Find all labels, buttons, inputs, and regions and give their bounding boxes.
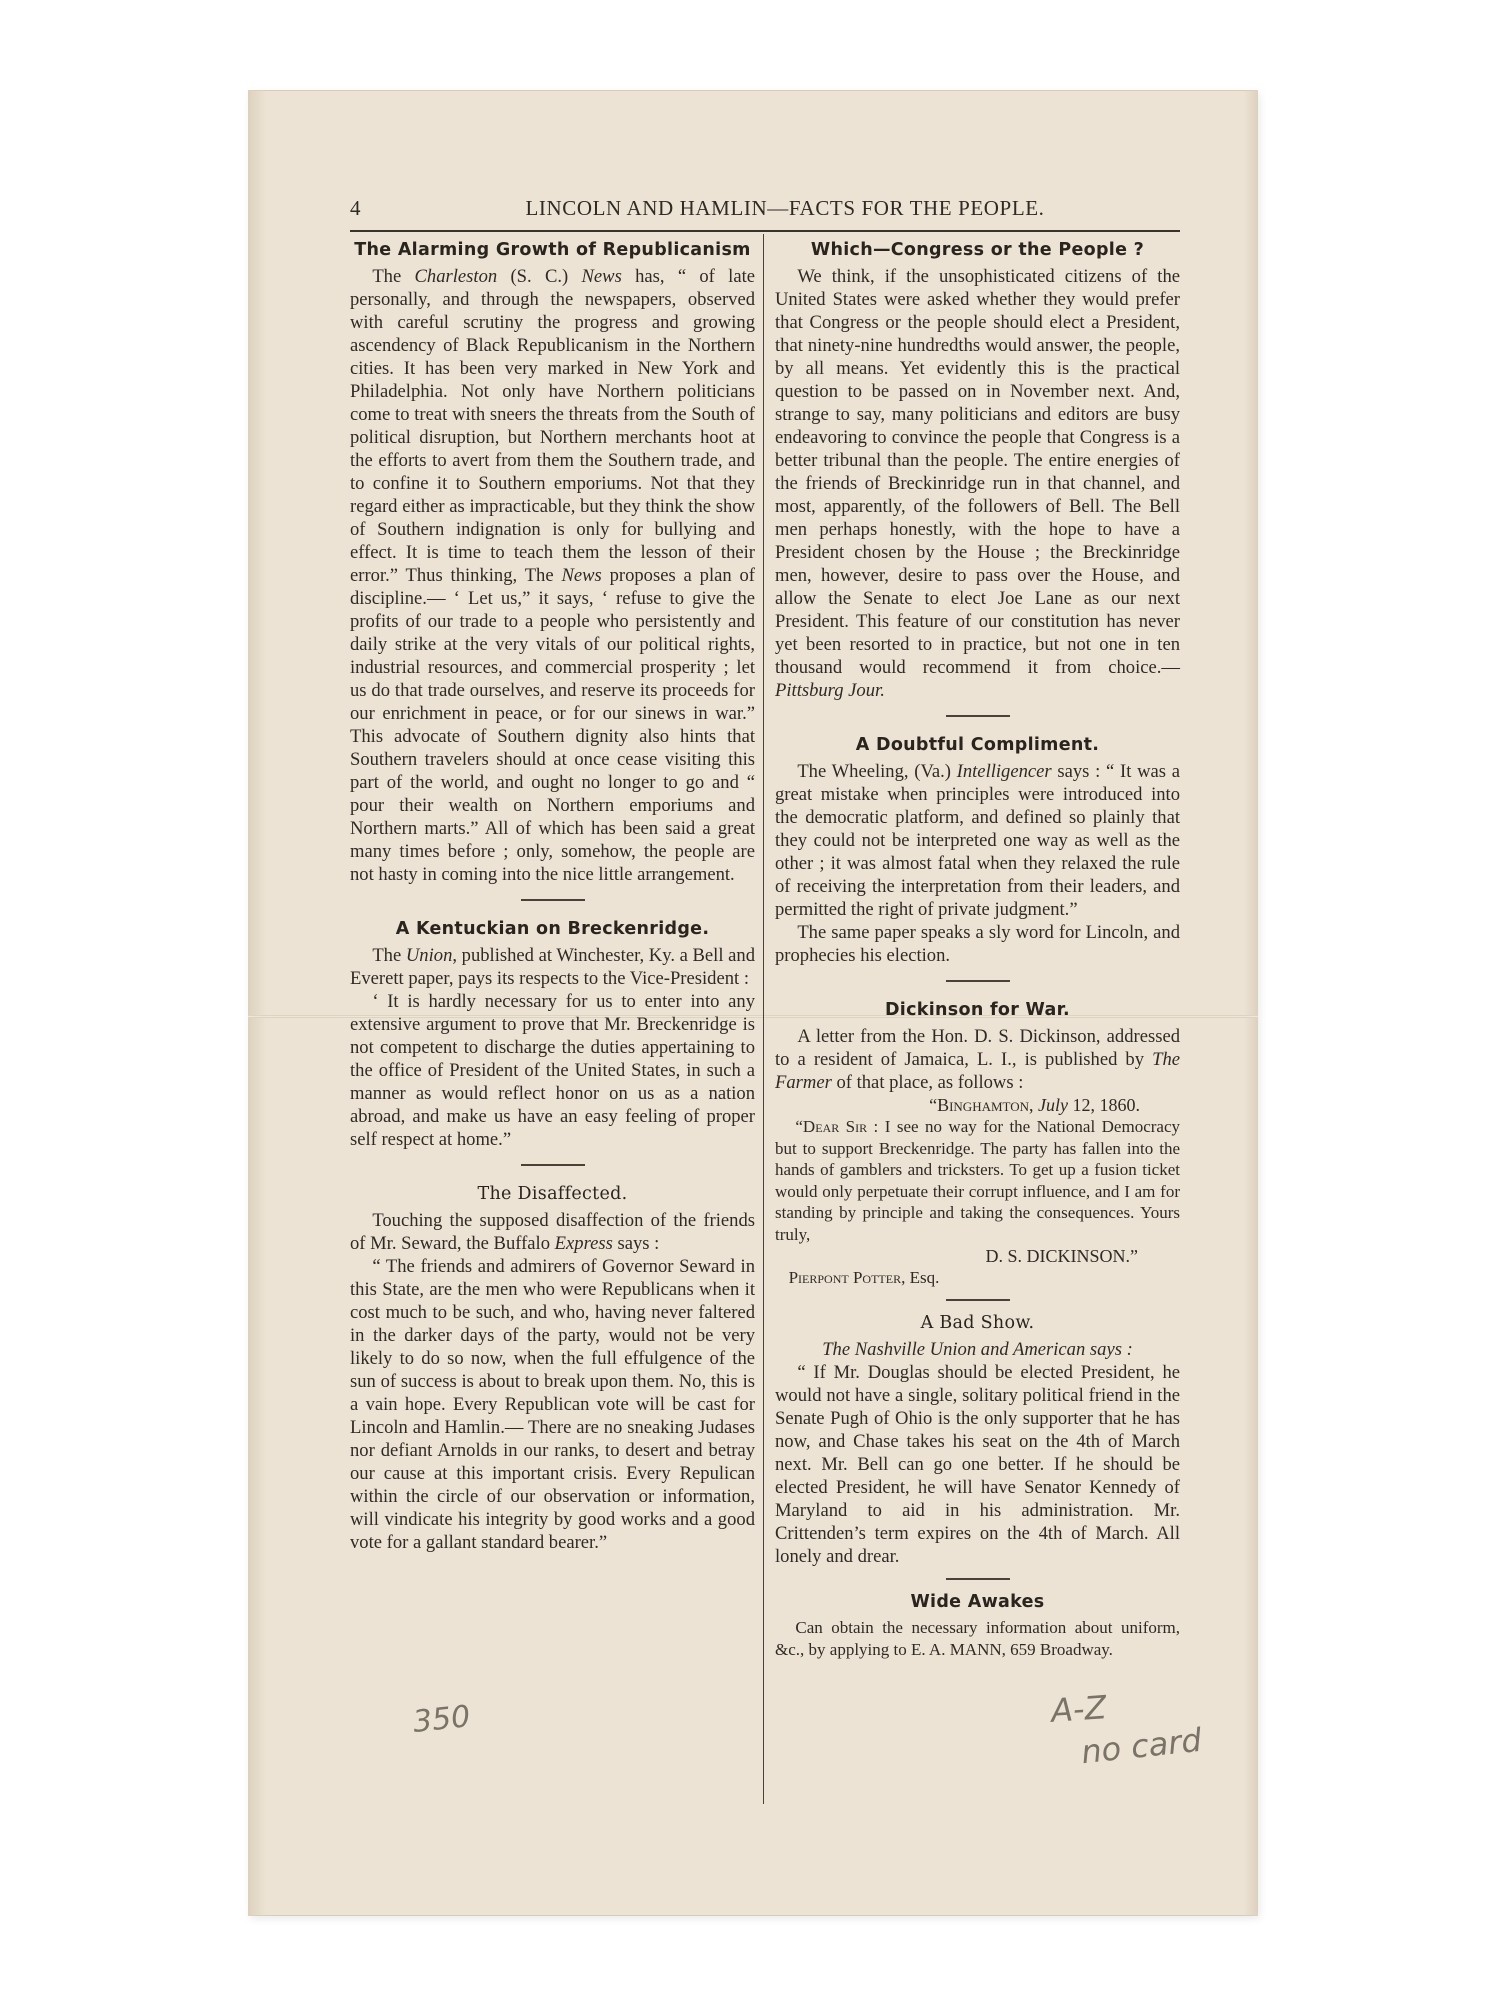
letter-addressee: Pierpont Potter, Esq. <box>788 1268 940 1287</box>
right-column <box>775 240 1180 1660</box>
article-title: Wide Awakes <box>910 1592 1045 1612</box>
page-header <box>350 190 1180 224</box>
article-separator <box>946 715 1010 717</box>
left-column <box>350 240 755 1554</box>
newspaper-page <box>248 90 1258 1916</box>
article-title: The Alarming Growth of Republicanism <box>354 240 751 260</box>
article-title: The Disaffected. <box>477 1184 628 1204</box>
article-quote: “ The friends and admirers of Governor Seward in this State, are the men who were Republicans when it cost much to be such, and who, having never faltered in the darker days of the party, would not be very likely to do so now, when the full effulgence of the sun of success is about to break upon them. No, this is a vain hope. Every Republican vote will be cast for Lincoln and Hamlin.— There are no sneaking Judases nor defiant Arnolds in our ranks, to desert and betray our cause at this important crisis. Every Repulican within the circle of our observation or information, will vindicate his integrity by good works and a good vote for a gallant standard bearer.” <box>350 1256 755 1553</box>
article-quote: “ If Mr. Douglas should be elected President, he would not have a single, solitary political friend in the Senate Pugh of Ohio is the only supporter that he has now, and Chase takes his seat on the 4th of March next. Mr. Bell can go one better. If he should be elected President, he will have Senator Kennedy of Maryland to aid in his administration. Mr. Crittenden’s term expires on the 4th of March. All lonely and drear. <box>775 1362 1180 1567</box>
article-paragraph: Touching the supposed disaffection of the friends of Mr. Seward, the Buffalo Express says : <box>350 1210 755 1254</box>
article-title: Which—Congress or the People ? <box>810 240 1145 260</box>
article-dickinson <box>775 1000 1180 1289</box>
handwritten-note: no card <box>1079 1720 1204 1772</box>
article-separator <box>946 980 1010 982</box>
article-alarming-growth <box>350 240 755 886</box>
paper-edge-shadow-right <box>1244 90 1258 1916</box>
article-quote: ‘ It is hardly necessary for us to enter into any extensive argument to prove that Mr. Breckenridge is not competent to discharge the duties appertaining to the office of President of the United States, in such a manner as would reflect honor on us as a nation abroad, and make us have an easy feeling of proper self respect at home.” <box>350 991 755 1150</box>
letter-body: “Dear Sir : I see no way for the National Democracy but to support Breckenridge. The party has fallen into the hands of gamblers and tricksters. To get up a fusion ticket would only perpetuate their corrupt influence, and I am for standing by principle and taking the consequences. Yours truly, <box>775 1117 1180 1244</box>
article-paragraph: The Charleston (S. C.) News has, “ of late personally, and through the newspapers, observed with careful scrutiny the progress and growing ascendency of Black Republicanism in the Northern cities. It has been very marked in New York and Philadelphia. Not only have Northern politicians come to treat with sneers the threats from the South of political disruption, but Northern merchants hoot at the efforts to avert from them the Southern trade, and to confine it to Southern emporiums. Not that they regard either as impracticable, but they think the show of Southern indignation is only for bullying and effect. It is time to teach them the lesson of their error.” Thus thinking, The News proposes a plan of discipline.— ‘ Let us,” it says, ‘ refuse to give the profits of our trade to a people who persistently and daily strike at the very vitals of our political rights, industrial resources, and commercial prosperity ; let us do that trade ourselves, and reserve its proceeds for our enrichment in peace, or for our sinews in war.” This advocate of Southern dignity also hints that Southern travelers should at once cease visiting this part of the world, and ought no longer to go and “ pour their wealth on Northern emporiums and Northern marts.” All of which has been said a great many times before ; only, somehow, the people are not hasty in coming into the nice little arrangement. <box>350 266 756 885</box>
paper-edge-shadow-left <box>248 90 266 1916</box>
article-title: Dickinson for War. <box>884 1000 1070 1020</box>
letter-signature: D. S. DICKINSON.” <box>985 1246 1138 1266</box>
article-paragraph: The Wheeling, (Va.) Intelligencer says : “ It was a great mistake when principles were introduced into the democratic platform, and defined so plainly that they could not be interpreted one way as well as the other ; it was almost fatal when they relaxed the rule of receiving the interpretation from their leaders, and permitted the right of private judgment.” <box>775 761 1180 920</box>
article-separator <box>946 1578 1010 1580</box>
article-bad-show <box>775 1313 1180 1568</box>
article-wide-awakes <box>775 1592 1180 1660</box>
page-number: 4 <box>350 196 361 220</box>
article-doubtful-compliment <box>775 735 1180 967</box>
article-paragraph: A letter from the Hon. D. S. Dickinson, addressed to a resident of Jamaica, L. I., is published by The Farmer of that place, as follows : <box>775 1026 1180 1093</box>
article-paragraph: Can obtain the necessary information about uniform, &c., by applying to E. A. MANN, 659 Broadway. <box>775 1618 1180 1659</box>
article-separator <box>521 899 585 901</box>
running-title: LINCOLN AND HAMLIN—FACTS FOR THE PEOPLE. <box>525 196 1045 220</box>
article-separator <box>521 1164 585 1166</box>
article-paragraph: The same paper speaks a sly word for Lincoln, and prophecies his election. <box>775 922 1180 966</box>
article-disaffected <box>350 1184 755 1554</box>
article-congress-or-people <box>775 240 1180 702</box>
article-title: A Bad Show. <box>920 1313 1035 1333</box>
article-title: A Kentuckian on Breckenridge. <box>395 919 710 939</box>
column-rule <box>763 234 764 1804</box>
article-kentuckian <box>350 919 755 1151</box>
article-separator <box>946 1299 1010 1301</box>
article-paragraph: We think, if the unsophisticated citizens of the United States were asked whether they would prefer that Congress or the people should elect a President, that ninety-nine hundredths would answer, the people, by all means. Yet evidently this is the practical question to be passed on in November next. And, strange to say, many politicians and editors are busy endeavoring to convince the people that Congress is a better tribunal than the people. The entire energies of the friends of Breckinridge run in that channel, and most, apparently, of the followers of Bell. The Bell men perhaps honestly, with the hope to have a President chosen by the House ; the Breckinridge men, however, desire to pass over the House, and allow the Senate to elect Joe Lane as our next President. This feature of our constitution has never yet been resorted to in practice, but not one in ten thousand would recommend it from choice.—Pittsburg Jour. <box>775 266 1180 701</box>
handwritten-code: A-Z <box>1049 1688 1108 1730</box>
handwritten-price: 350 <box>411 1699 472 1740</box>
article-paragraph: The Union, published at Winchester, Ky. a Bell and Everett paper, pays its respects to the Vice-President : <box>350 945 756 989</box>
article-title: A Doubtful Compliment. <box>855 735 1100 755</box>
article-subtitle: The Nashville Union and American says : <box>822 1339 1133 1360</box>
letter-dateline: “Binghamton, July 12, 1860. <box>929 1095 1140 1115</box>
header-rule <box>350 230 1180 232</box>
